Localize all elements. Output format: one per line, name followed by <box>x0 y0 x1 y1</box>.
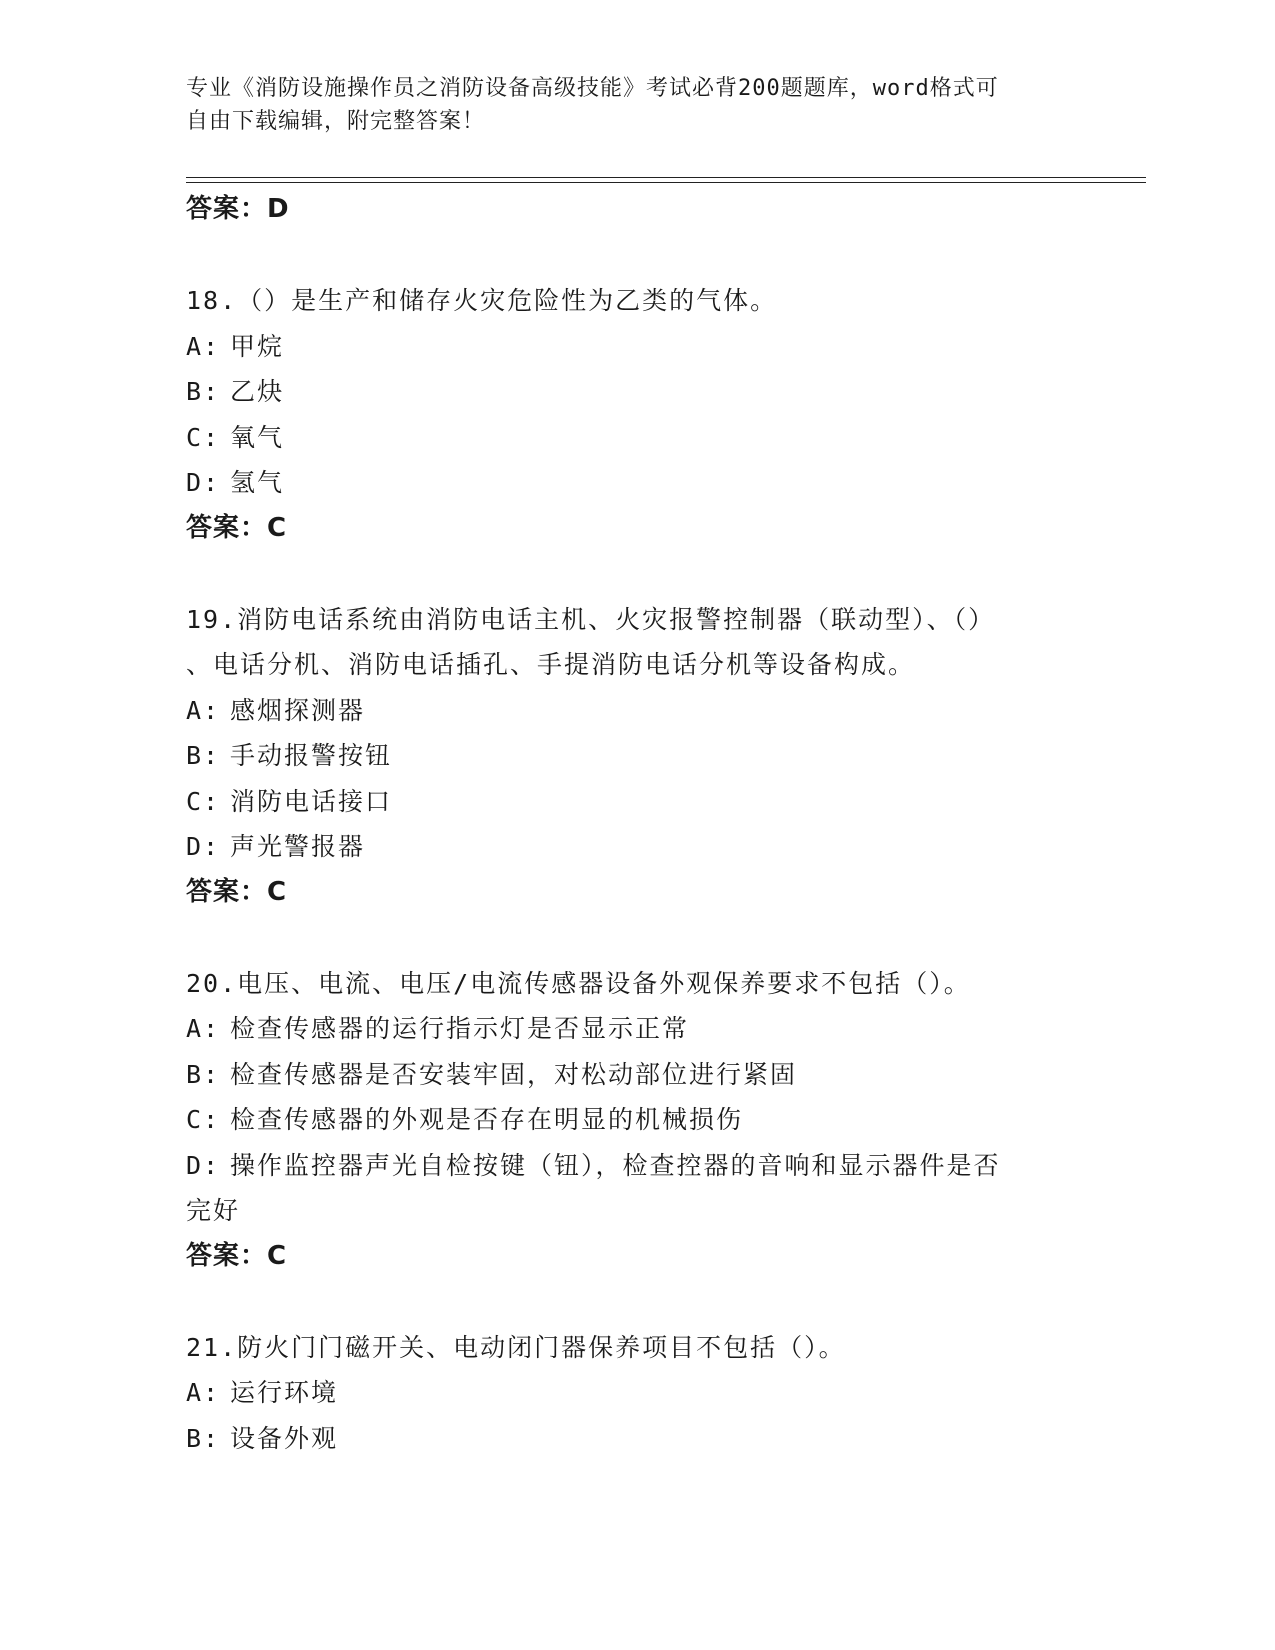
question-stem-line-2: 、电话分机、消防电话插孔、手提消防电话分机等设备构成。 <box>186 650 916 679</box>
question-stem: 18.（）是生产和储存火灾危险性为乙类的气体。 <box>186 286 778 315</box>
spacer <box>186 233 1086 279</box>
option-b: B: 检查传感器是否安装牢固，对松动部位进行紧固 <box>186 1059 798 1089</box>
option-a: A: 甲烷 <box>186 331 285 361</box>
question-20 <box>186 961 1086 1280</box>
question-stem: 20.电压、电流、电压/电流传感器设备外观保养要求不包括（）。 <box>186 968 971 998</box>
header-divider-top <box>186 177 1146 178</box>
header-divider-bottom <box>186 182 1146 183</box>
spacer <box>186 1279 1086 1325</box>
question-list <box>186 187 1086 1461</box>
spacer <box>186 551 1086 597</box>
option-c: C: 检查传感器的外观是否存在明显的机械损伤 <box>186 1105 744 1134</box>
option-a: A: 运行环境 <box>186 1378 339 1407</box>
header-line-2: 自由下载编辑，附完整答案！ <box>186 109 486 134</box>
spacer <box>186 915 1086 961</box>
answer-20: 答案：C <box>186 1240 288 1271</box>
option-b: B: 手动报警按钮 <box>186 741 393 770</box>
answer-18: 答案：C <box>186 512 288 543</box>
question-19 <box>186 597 1086 916</box>
question-18 <box>186 278 1086 551</box>
answer-19: 答案：C <box>186 876 288 907</box>
question-21 <box>186 1325 1086 1462</box>
document-header <box>186 72 1066 138</box>
option-b: B: 乙炔 <box>186 377 285 406</box>
option-d: D: 操作监控器声光自检按键（钮），检查控器的音响和显示器件是否 <box>186 1150 1001 1180</box>
question-stem: 21.防火门门磁开关、电动闭门器保养项目不包括（）。 <box>186 1332 846 1362</box>
option-d: D: 声光警报器 <box>186 832 366 861</box>
option-c: C: 氧气 <box>186 422 285 452</box>
header-line-1: 专业《消防设施操作员之消防设备高级技能》考试必背200题题库，word格式可 <box>186 76 999 101</box>
option-d: D: 氢气 <box>186 468 285 497</box>
option-a: A: 感烟探测器 <box>186 695 366 725</box>
option-d-continued: 完好 <box>186 1196 241 1225</box>
question-stem-line-1: 19.消防电话系统由消防电话主机、火灾报警控制器（联动型）、（） <box>186 604 996 634</box>
option-b: B: 设备外观 <box>186 1423 339 1453</box>
option-a: A: 检查传感器的运行指示灯是否显示正常 <box>186 1014 690 1043</box>
answer-17: 答案：D <box>186 194 290 224</box>
option-c: C: 消防电话接口 <box>186 786 393 816</box>
